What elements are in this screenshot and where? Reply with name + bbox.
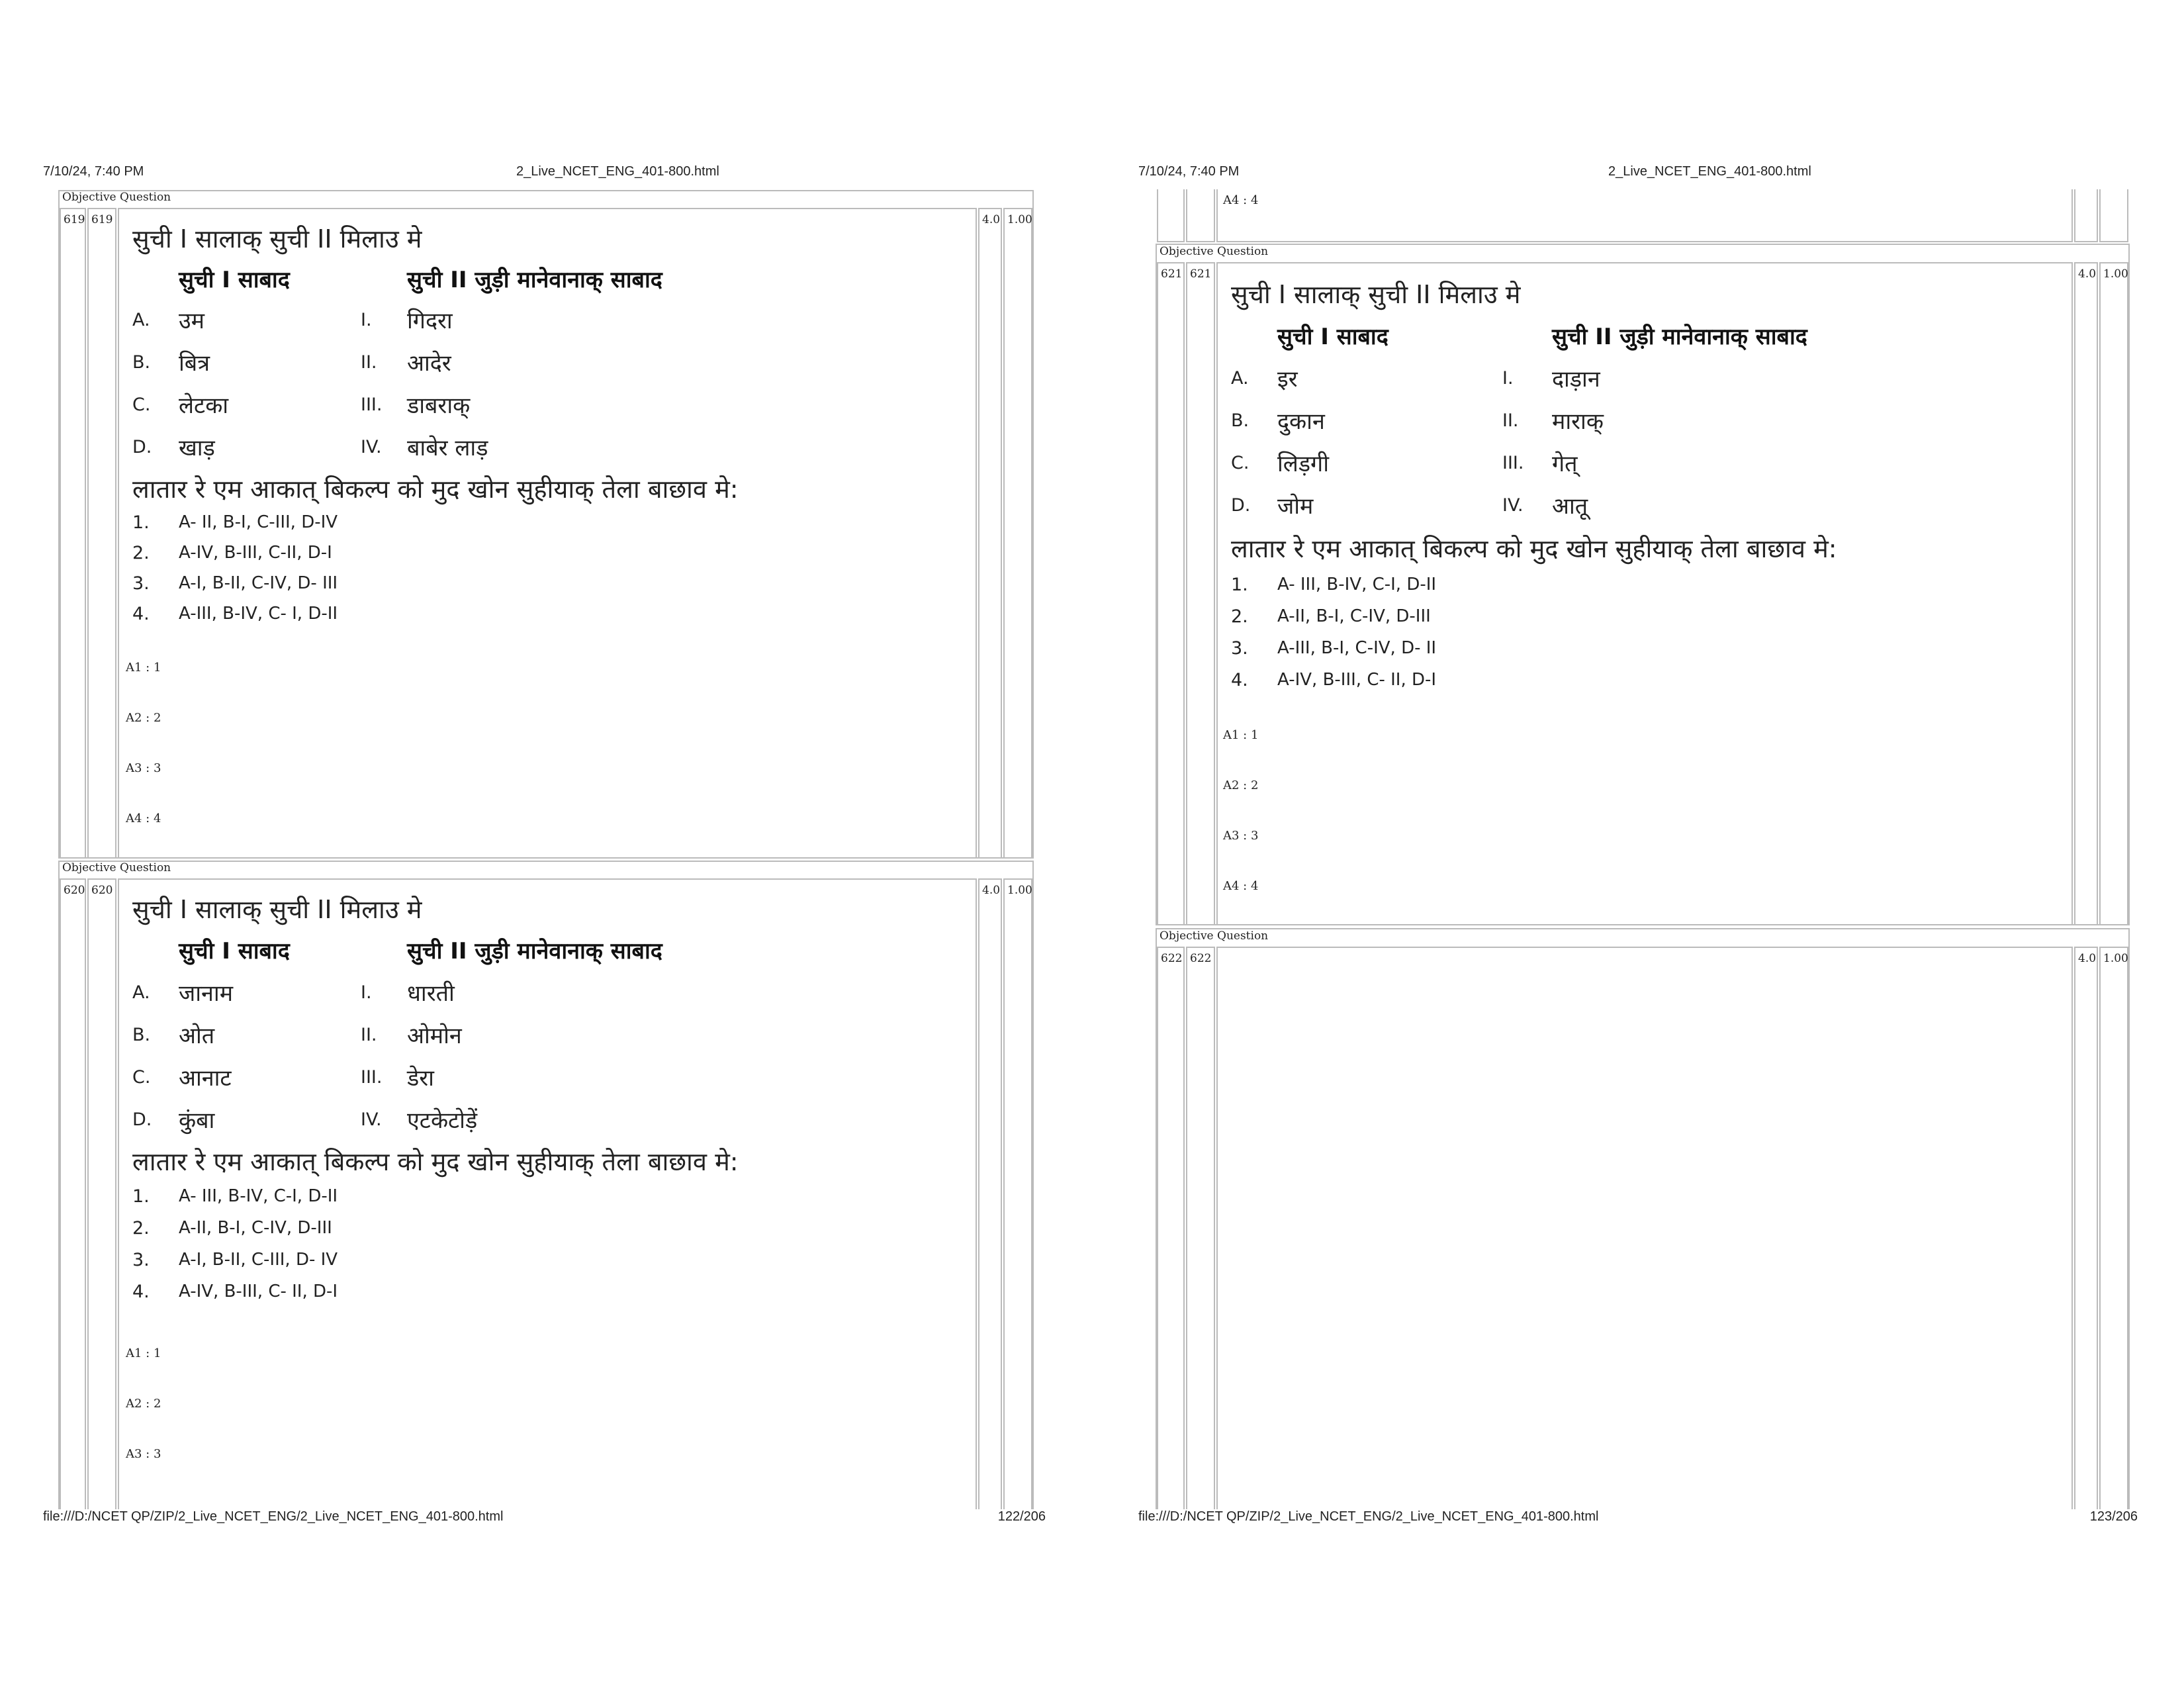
row-right-item: माराक् [1552, 408, 1604, 435]
carryover-body-cell [1216, 189, 2073, 242]
negative-marks-value: 1.00 [2103, 267, 2128, 281]
section-label: Objective Question [1160, 245, 1269, 258]
sno-cell [1186, 262, 1215, 925]
option-number: 2. [1231, 606, 1248, 627]
row-left-item: दुकान [1277, 408, 1325, 435]
row-right-item: एटकेटोड़ें [407, 1107, 478, 1134]
row-roman: I. [361, 310, 372, 330]
header-title: 2_Live_NCET_ENG_401-800.html [516, 164, 719, 179]
marks-cell [978, 878, 1002, 1509]
answer-key: A1 : 1 [1223, 728, 1259, 742]
answer-key: A4 : 4 [126, 812, 161, 825]
footer-file-path: file:///D:/NCET QP/ZIP/2_Live_NCET_ENG/2_Live_NCET_ENG_401-800.html [1138, 1509, 1599, 1524]
carryover-marks-cell [2074, 189, 2098, 242]
negative-marks-cell [2099, 947, 2128, 1509]
row-right-item: धारती [407, 980, 455, 1007]
row-letter: A. [1231, 368, 1249, 389]
page-123 [1092, 0, 2184, 1688]
option-number: 4. [132, 1282, 150, 1302]
row-letter: C. [132, 1067, 151, 1088]
option-number: 2. [132, 543, 150, 563]
column-2-heading: सुची II जुड़ी मानेवानाक् साबाद [1552, 324, 1807, 350]
row-roman: II. [1502, 410, 1519, 431]
option-text: A-III, B-IV, C- I, D-II [179, 604, 338, 624]
negative-marks-value: 1.00 [2103, 952, 2128, 965]
qid-cell [1157, 262, 1185, 925]
section-label: Objective Question [1160, 929, 1269, 943]
answer-key: A1 : 1 [126, 1346, 161, 1360]
option-number: 1. [132, 1186, 150, 1207]
carryover-qid-cell [1157, 189, 1185, 242]
question-instruction: लातार रे एम आकात् बिकल्प को मुद खोन सुहीयाक् तेला बाछाव मे: [1231, 534, 1837, 563]
negative-marks-cell [1003, 208, 1032, 859]
row-letter: A. [132, 982, 150, 1003]
header-title: 2_Live_NCET_ENG_401-800.html [1608, 164, 1811, 179]
question-id: 619 [64, 213, 85, 226]
question-stem: सुची I सालाक् सुची II मिलाउ मे [132, 895, 422, 924]
row-right-item: बाबेर लाड़ [407, 435, 488, 461]
row-roman: IV. [361, 1109, 382, 1130]
row-left-item: ओत [179, 1023, 215, 1049]
question-sno: 621 [1190, 267, 1212, 281]
marks-cell [2074, 947, 2098, 1509]
question-sno: 620 [91, 884, 113, 897]
question-body-cell [118, 208, 977, 859]
option-number: 3. [132, 1250, 150, 1270]
negative-marks-cell [2099, 262, 2128, 925]
answer-key: A3 : 3 [1223, 829, 1259, 843]
negative-marks-cell [1003, 878, 1032, 1509]
row-left-item: जोम [1277, 493, 1314, 520]
marks-value: 4.0 [2078, 952, 2097, 965]
question-id: 622 [1161, 952, 1183, 965]
option-number: 3. [1231, 638, 1248, 659]
question-instruction: लातार रे एम आकात् बिकल्प को मुद खोन सुहीयाक् तेला बाछाव मे: [132, 1147, 739, 1176]
negative-marks-value: 1.00 [1007, 213, 1032, 226]
row-left-item: लेटका [179, 393, 229, 419]
question-stem: सुची I सालाक् सुची II मिलाउ मे [132, 224, 422, 254]
option-text: A-IV, B-III, C- II, D-I [1277, 670, 1437, 690]
row-right-item: ओमोन [407, 1023, 462, 1049]
option-text: A-IV, B-III, C- II, D-I [179, 1282, 338, 1301]
row-left-item: बित्र [179, 350, 210, 377]
option-text: A-II, B-I, C-IV, D-III [179, 1218, 332, 1238]
question-body-cell [1216, 947, 2073, 1509]
option-text: A-I, B-II, C-III, D- IV [179, 1250, 338, 1270]
sno-cell [87, 878, 116, 1509]
carryover-neg-cell [2099, 189, 2128, 242]
carryover-sno-cell [1186, 189, 1215, 242]
option-number: 1. [1231, 575, 1248, 595]
row-right-item: आदेर [407, 350, 451, 377]
row-letter: D. [132, 1109, 152, 1130]
marks-value: 4.0 [982, 213, 1001, 226]
footer-page-number: 122/206 [997, 1509, 1046, 1524]
row-letter: C. [1231, 453, 1250, 473]
row-left-item: उम [179, 308, 205, 334]
row-right-item: डेरा [407, 1065, 434, 1092]
section-label: Objective Question [62, 191, 171, 204]
answer-key: A2 : 2 [126, 711, 161, 725]
row-roman: III. [361, 395, 383, 415]
row-roman: I. [1502, 368, 1514, 389]
row-roman: IV. [361, 437, 382, 457]
row-roman: III. [1502, 453, 1524, 473]
option-text: A- II, B-I, C-III, D-IV [179, 512, 338, 532]
footer-file-path: file:///D:/NCET QP/ZIP/2_Live_NCET_ENG/2_Live_NCET_ENG_401-800.html [43, 1509, 504, 1524]
row-right-item: गेत् [1552, 451, 1578, 477]
row-right-item: डाबराक् [407, 393, 471, 419]
option-text: A- III, B-IV, C-I, D-II [1277, 575, 1437, 594]
question-sno: 619 [91, 213, 113, 226]
row-left-item: खाड़ [179, 435, 215, 461]
row-right-item: गिदरा [407, 308, 453, 334]
row-left-item: आनाट [179, 1065, 232, 1092]
qid-cell [60, 208, 86, 859]
option-number: 4. [1231, 670, 1248, 690]
row-letter: C. [132, 395, 151, 415]
row-letter: B. [132, 352, 151, 373]
sno-cell [1186, 947, 1215, 1509]
marks-value: 4.0 [982, 884, 1001, 897]
row-left-item: जानाम [179, 980, 234, 1007]
marks-cell [2074, 262, 2098, 925]
option-number: 3. [132, 573, 150, 594]
question-instruction: लातार रे एम आकात् बिकल्प को मुद खोन सुहीयाक् तेला बाछाव मे: [132, 475, 739, 504]
footer-page-number: 123/206 [2089, 1509, 2138, 1524]
column-1-heading: सुची I साबाद [179, 267, 290, 293]
column-1-heading: सुची I साबाद [1277, 324, 1388, 350]
row-letter: A. [132, 310, 150, 330]
section-label: Objective Question [62, 861, 171, 874]
option-text: A-IV, B-III, C-II, D-I [179, 543, 332, 563]
row-roman: IV. [1502, 495, 1524, 516]
qid-cell [1157, 947, 1185, 1509]
qid-cell [60, 878, 86, 1509]
option-text: A- III, B-IV, C-I, D-II [179, 1186, 338, 1206]
column-2-heading: सुची II जुड़ी मानेवानाक् साबाद [407, 267, 662, 293]
question-id: 620 [64, 884, 85, 897]
row-roman: I. [361, 982, 372, 1003]
option-number: 1. [132, 512, 150, 533]
column-1-heading: सुची I साबाद [179, 938, 290, 964]
row-roman: II. [361, 352, 377, 373]
answer-key: A2 : 2 [126, 1397, 161, 1411]
row-roman: III. [361, 1067, 383, 1088]
answer-key: A4 : 4 [1223, 193, 1259, 207]
row-left-item: इर [1277, 366, 1298, 393]
row-roman: II. [361, 1025, 377, 1045]
marks-cell [978, 208, 1002, 859]
question-stem: सुची I सालाक् सुची II मिलाउ मे [1231, 280, 1521, 309]
option-text: A-I, B-II, C-IV, D- III [179, 573, 338, 593]
option-number: 2. [132, 1218, 150, 1239]
negative-marks-value: 1.00 [1007, 884, 1032, 897]
answer-key: A4 : 4 [1223, 879, 1259, 893]
answer-key: A3 : 3 [126, 1447, 161, 1461]
sno-cell [87, 208, 116, 859]
answer-key: A3 : 3 [126, 761, 161, 775]
row-letter: B. [1231, 410, 1250, 431]
row-letter: B. [132, 1025, 151, 1045]
column-2-heading: सुची II जुड़ी मानेवानाक् साबाद [407, 938, 662, 964]
row-right-item: दाड़ान [1552, 366, 1600, 393]
header-datetime: 7/10/24, 7:40 PM [43, 164, 144, 179]
question-id: 621 [1161, 267, 1183, 281]
header-datetime: 7/10/24, 7:40 PM [1138, 164, 1240, 179]
row-left-item: कुंबा [179, 1107, 215, 1134]
row-letter: D. [1231, 495, 1251, 516]
option-text: A-III, B-I, C-IV, D- II [1277, 638, 1437, 658]
row-letter: D. [132, 437, 152, 457]
row-right-item: आतू [1552, 493, 1588, 520]
answer-key: A1 : 1 [126, 661, 161, 675]
option-text: A-II, B-I, C-IV, D-III [1277, 606, 1431, 626]
row-left-item: लिड़गी [1277, 451, 1329, 477]
answer-key: A2 : 2 [1223, 778, 1259, 792]
marks-value: 4.0 [2078, 267, 2097, 281]
question-sno: 622 [1190, 952, 1212, 965]
option-number: 4. [132, 604, 150, 624]
